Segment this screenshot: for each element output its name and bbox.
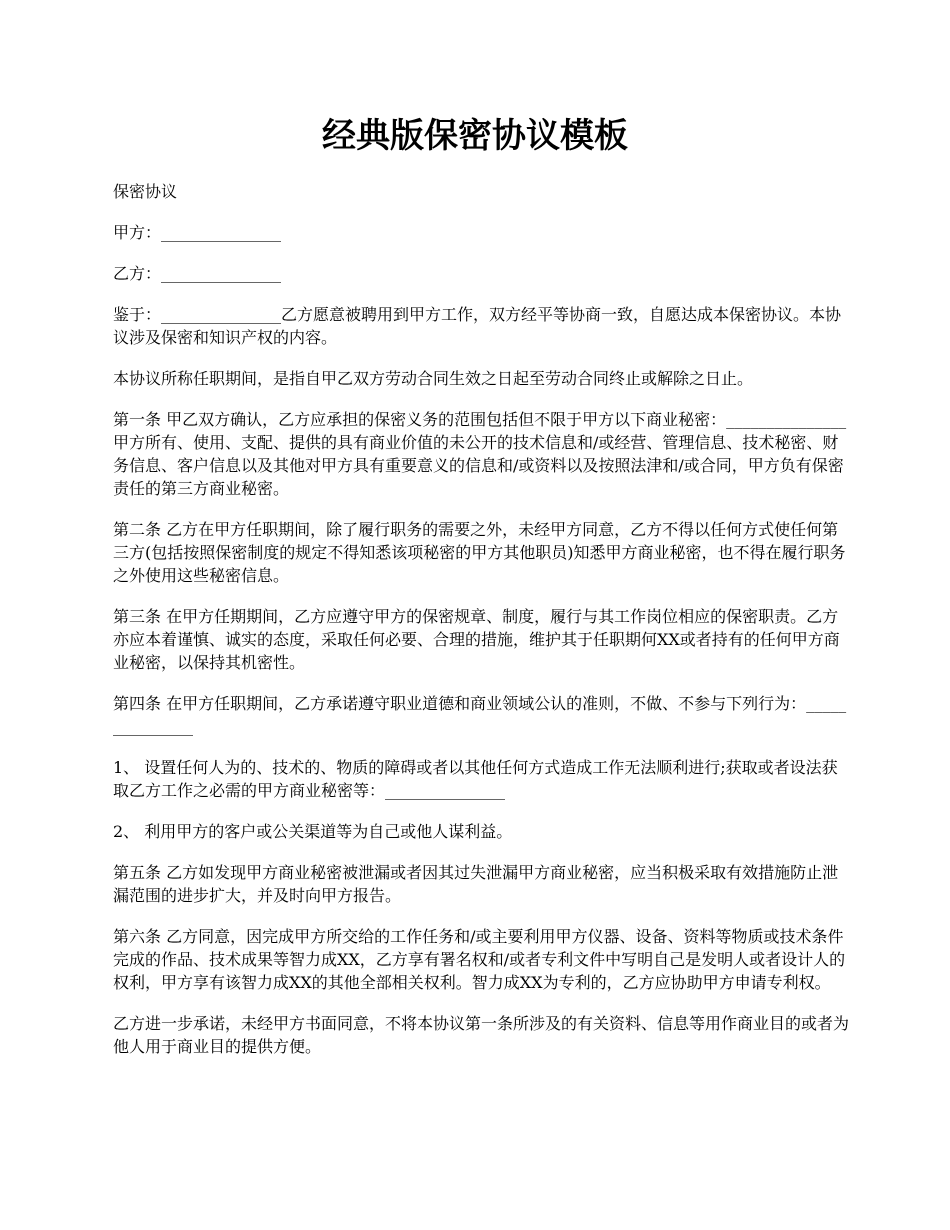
paragraph-party-a: 甲方：_______________	[113, 223, 282, 242]
document-title: 经典版保密协议模板	[322, 116, 628, 156]
document-body	[113, 180, 853, 1076]
paragraph-item-1: 1、 设置任何人为的、技术的、物质的障碍或者以其他任何方式造成工作无法顺利进行;获取或者设法获取乙方工作之必需的甲方商业秘密等：_______________	[113, 758, 838, 800]
paragraph-term-definition: 本协议所称任职期间，是指自甲乙双方劳动合同生效之日起至劳动合同终止或解除之日止。	[113, 369, 754, 388]
paragraph-article-6: 第六条 乙方同意，因完成甲方所交给的工作任务和/或主要利用甲方仪器、设备、资料等物质或技术条件完成的作品、技术成果等智力成XX，乙方享有署名权和/或者专利文件中写明自己是发明人或者设计人的权利，甲方享有该智力成XX的其他全部相关权利。智力成XX为专利的，乙方应协助甲方申请专利权。	[113, 927, 846, 992]
paragraph-article-2: 第二条 乙方在甲方任职期间，除了履行职务的需要之外，未经甲方同意，乙方不得以任何方式使任何第三方(包括按照保密制度的规定不得知悉该项秘密的甲方其他职员)知悉甲方商业秘密，也不得在履行职务之外使用这些秘密信息。	[113, 520, 846, 585]
paragraph-article-3: 第三条 在甲方任期期间，乙方应遵守甲方的保密规章、制度，履行与其工作岗位相应的保密职责。乙方亦应本着谨慎、诚实的态度，采取任何必要、合理的措施，维护其于任职期何XX或者持有的任何甲方商业秘密，以保持其机密性。	[113, 607, 840, 672]
paragraph-item-2: 2、 利用甲方的客户或公关渠道等为自己或他人谋利益。	[113, 822, 513, 841]
paragraph-further-commitment: 乙方进一步承诺，未经甲方书面同意，不将本协议第一条所涉及的有关资料、信息等用作商业目的或者为他人用于商业目的提供方便。	[113, 1014, 850, 1056]
paragraph-article-1: 第一条 甲乙双方确认，乙方应承担的保密义务的范围包括但不限于甲方以下商业秘密：_______________甲方所有、使用、支配、提供的具有商业价值的未公开的技术信息和/或经营、管理信息、技术秘密、财务信息、客户信息以及其他对甲方具有重要意义的信息和/或资料以及按照法津和/或合同，甲方负有保密责任的第三方商业秘密。	[113, 410, 847, 498]
paragraph-article-4: 第四条 在甲方任职期间，乙方承诺遵守职业道德和商业领域公认的准则，不做、不参与下列行为：_______________	[113, 694, 847, 736]
paragraph-heading: 保密协议	[113, 182, 178, 201]
paragraph-whereas: 鉴于：_______________乙方愿意被聘用到甲方工作，双方经平等协商一致，自愿达成本保密协议。本协议涉及保密和知识产权的内容。	[113, 305, 842, 347]
paragraph-party-b: 乙方：_______________	[113, 264, 282, 283]
paragraph-article-5: 第五条 乙方如发现甲方商业秘密被泄漏或者因其过失泄漏甲方商业秘密，应当积极采取有效措施防止泄漏范围的进步扩大，并及时向甲方报告。	[113, 863, 839, 905]
